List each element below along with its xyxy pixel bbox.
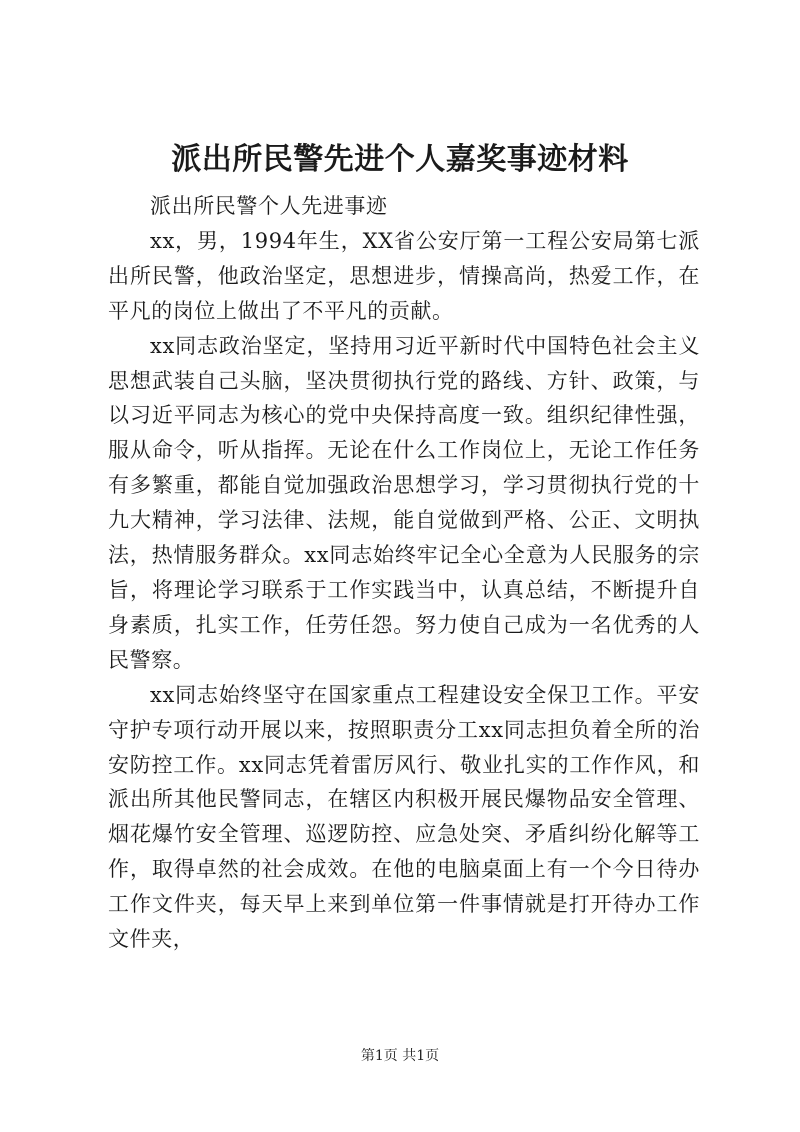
page-footer: 第1页 共1页 bbox=[360, 1048, 440, 1064]
paragraph-2: xx同志政治坚定，坚持用习近平新时代中国特色社会主义思想武装自己头脑，坚决贯彻执行党的路线、方针、政策，与以习近平同志为核心的党中央保持高度一致。组织纪律性强，服从命令，听从指挥。无论在什么工作岗位上，无论工作任务有多繁重，都能自觉加强政治思想学习，学习贯彻执行党的十九大精神，学习法律、法规，能自觉做到严格、公正、文明执法，热情服务群众。xx同志始终牢记全心全意为人民服务的宗旨，将理论学习联系于工作实践当中，认真总结，不断提升自身素质，扎实工作，任劳任怨。努力使自己成为一名优秀的人民警察。 bbox=[108, 333, 700, 672]
document-body bbox=[108, 189, 700, 957]
paragraph-1: xx，男，1994年生，XX省公安厅第一工程公安局第七派出所民警，他政治坚定，思想进步，情操高尚，热爱工作，在平凡的岗位上做出了不平凡的贡献。 bbox=[108, 228, 700, 323]
paragraph-3: xx同志始终坚守在国家重点工程建设安全保卫工作。平安守护专项行动开展以来，按照职责分工xx同志担负着全所的治安防控工作。xx同志凭着雷厉风行、敬业扎实的工作作风，和派出所其他民警同志，在辖区内积极开展民爆物品安全管理、烟花爆竹安全管理、巡逻防控、应急处突、矛盾纠纷化解等工作，取得卓然的社会成效。在他的电脑桌面上有一个今日待办工作文件夹，每天早上来到单位第一件事情就是打开待办工作文件夹， bbox=[108, 682, 700, 952]
paragraph-subtitle: 派出所民警个人先进事迹 bbox=[150, 194, 388, 218]
document-title: 派出所民警先进个人嘉奖事迹材料 bbox=[171, 142, 629, 177]
